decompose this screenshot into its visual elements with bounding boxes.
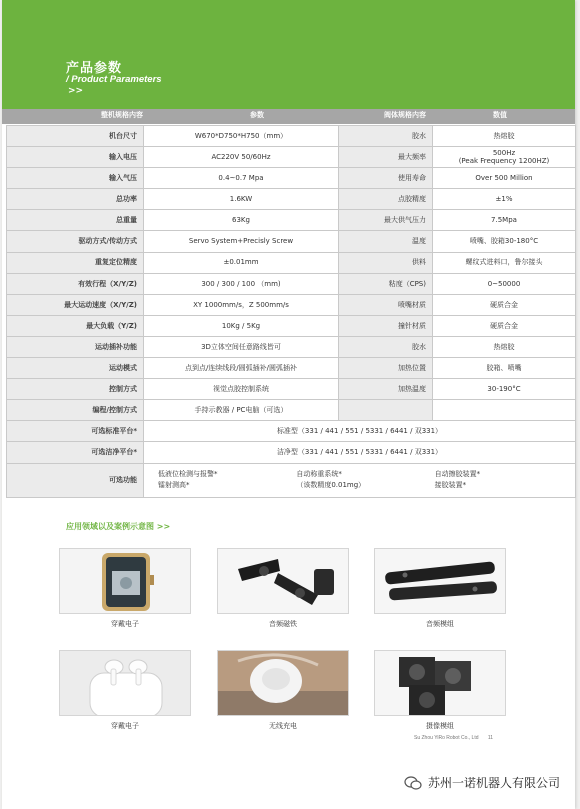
option-item: 自动称重系统* xyxy=(296,469,342,478)
spec-value: 手持示教器 / PC电脑（可选） xyxy=(144,400,339,421)
table-row xyxy=(7,147,576,168)
watermark-text: 苏州一诺机器人有限公司 xyxy=(427,776,560,790)
spec-label: 有效行程（X/Y/Z) xyxy=(7,273,144,294)
case-caption: 穿戴电子 xyxy=(111,620,139,628)
table-row xyxy=(7,463,576,497)
spec-label: 编程/控制方式 xyxy=(7,400,144,421)
valve-value: 喷嘴、胶箱30-180°C xyxy=(433,231,576,252)
platform-value: 标准型（331 / 441 / 551 / 5331 / 6441 / 双331） xyxy=(144,421,576,442)
camera-module-image xyxy=(374,650,506,716)
spec-value: ±0.01mm xyxy=(144,252,339,273)
options-cell xyxy=(144,463,576,497)
column-header: 阀体规格内容 xyxy=(384,111,426,119)
valve-value: 7.5Mpa xyxy=(433,210,576,231)
wechat-icon xyxy=(404,776,422,790)
spec-value: 10Kg / 5Kg xyxy=(144,315,339,336)
audio-module-image xyxy=(374,548,506,614)
page-number: 11 xyxy=(487,735,494,741)
table-header xyxy=(2,109,575,124)
options-label: 可选功能 xyxy=(7,463,144,497)
option-item: 接胶装置* xyxy=(434,481,467,489)
table-row xyxy=(7,400,576,421)
valve-label: 加热温度 xyxy=(339,379,433,400)
valve-label: 点胶精度 xyxy=(339,189,433,210)
spec-value: 63Kg xyxy=(144,210,339,231)
column-header: 参数 xyxy=(250,111,264,119)
valve-label: 胶水 xyxy=(339,336,433,357)
table-row xyxy=(7,126,576,147)
options-column xyxy=(435,469,573,491)
options-grid xyxy=(158,469,573,491)
case-caption: 无线充电 xyxy=(269,722,297,730)
table-row xyxy=(7,421,576,442)
options-column xyxy=(296,469,434,491)
valve-label: 温度 xyxy=(339,231,433,252)
audio-magnet-image xyxy=(217,548,349,614)
option-item: 自动擦胶装置* xyxy=(434,469,481,478)
valve-label: 粘度（CPS) xyxy=(339,273,433,294)
spec-label: 总功率 xyxy=(7,189,144,210)
valve-value: 硬质合金 xyxy=(433,315,576,336)
valve-label: 最大供气压力 xyxy=(339,210,433,231)
spec-label: 重复定位精度 xyxy=(7,252,144,273)
valve-value: ±1% xyxy=(433,189,576,210)
column-header: 整机规格内容 xyxy=(101,111,143,119)
watch-image xyxy=(59,548,191,614)
valve-value: 30-190°C xyxy=(433,379,576,400)
watermark xyxy=(404,774,560,791)
table-row xyxy=(7,168,576,189)
valve-label xyxy=(339,400,433,421)
table-row xyxy=(7,231,576,252)
page-title: 产品参数 xyxy=(66,61,123,76)
document-page xyxy=(2,0,575,809)
spec-label: 最大运动速度（X/Y/Z) xyxy=(7,294,144,315)
spec-label: 控制方式 xyxy=(7,379,144,400)
table-row xyxy=(7,379,576,400)
case-card xyxy=(217,548,349,629)
spec-value: AC220V 50/60Hz xyxy=(144,147,339,168)
spec-label: 机台尺寸 xyxy=(7,126,144,147)
header-arrows: >> xyxy=(68,86,84,96)
valve-value: Over 500 Million xyxy=(433,168,576,189)
case-card xyxy=(59,650,191,731)
valve-value: 硬质合金 xyxy=(433,294,576,315)
spec-value: W670*D750*H750（mm） xyxy=(144,126,339,147)
valve-value: 500Hz (Peak Frequency 1200HZ) xyxy=(433,147,576,168)
table-row xyxy=(7,336,576,357)
valve-label: 撞针材质 xyxy=(339,315,433,336)
case-caption: 摄像模组 xyxy=(426,722,454,730)
spec-value: 1.6KW xyxy=(144,189,339,210)
case-card xyxy=(217,650,349,731)
option-item: 镭射测高* xyxy=(158,481,190,489)
spec-label: 总重量 xyxy=(7,210,144,231)
options-column xyxy=(158,469,296,491)
valve-label: 最大频率 xyxy=(339,147,433,168)
spec-value: 300 / 300 / 100 （mm) xyxy=(144,273,339,294)
spec-value: 视觉点胶控制系统 xyxy=(144,379,339,400)
platform-label: 可选洁净平台* xyxy=(7,442,144,463)
spec-label: 输入电压 xyxy=(7,147,144,168)
company-name-en: Su Zhou YiRo Robot Co., Ltd xyxy=(414,735,479,741)
column-header: 数值 xyxy=(493,111,507,119)
table-row xyxy=(7,210,576,231)
valve-value: 0~50000 xyxy=(433,273,576,294)
valve-value: 胶箱、喷嘴 xyxy=(433,358,576,379)
valve-label: 供料 xyxy=(339,252,433,273)
case-caption: 音频模组 xyxy=(426,620,454,628)
valve-value xyxy=(433,400,576,421)
valve-label: 喷嘴材质 xyxy=(339,294,433,315)
valve-value: 螺纹式进料口，鲁尔接头 xyxy=(433,252,576,273)
footer xyxy=(414,735,493,741)
table-row xyxy=(7,442,576,463)
table-row xyxy=(7,358,576,379)
spec-value: 0.4~0.7 Mpa xyxy=(144,168,339,189)
spec-label: 运动插补功能 xyxy=(7,336,144,357)
platform-value: 洁净型（331 / 441 / 551 / 5331 / 6441 / 双331） xyxy=(144,442,576,463)
spec-value: 点到点/连续线段/圆弧插补/圆弧插补 xyxy=(144,358,339,379)
valve-value: 热熔胶 xyxy=(433,126,576,147)
valve-label: 使用寿命 xyxy=(339,168,433,189)
page-subtitle: / Product Parameters xyxy=(66,74,162,85)
case-caption: 穿戴电子 xyxy=(111,722,139,730)
section-title: 应用领域以及案例示意图 >> xyxy=(66,522,171,531)
case-caption: 音频磁铁 xyxy=(269,620,297,628)
table-row xyxy=(7,273,576,294)
table-row xyxy=(7,294,576,315)
valve-value: 热熔胶 xyxy=(433,336,576,357)
wireless-charger-image xyxy=(217,650,349,716)
option-item: （该数精度0.01mg） xyxy=(296,481,366,489)
table-row xyxy=(7,315,576,336)
spec-value: 3D立体空间任意路线皆可 xyxy=(144,336,339,357)
spec-value: XY 1000mm/s，Z 500mm/s xyxy=(144,294,339,315)
spec-value: Servo System+Precisly Screw xyxy=(144,231,339,252)
case-card xyxy=(374,548,506,629)
case-card xyxy=(59,548,191,629)
spec-table xyxy=(6,125,576,498)
earbuds-image xyxy=(59,650,191,716)
table-row xyxy=(7,252,576,273)
option-item: 低液位检测与报警* xyxy=(158,469,218,478)
valve-label: 加热位置 xyxy=(339,358,433,379)
header-banner xyxy=(2,0,575,118)
spec-label: 驱动方式/传动方式 xyxy=(7,231,144,252)
spec-label: 最大负载（Y/Z) xyxy=(7,315,144,336)
case-card xyxy=(374,650,506,731)
spec-label: 运动模式 xyxy=(7,358,144,379)
valve-label: 胶水 xyxy=(339,126,433,147)
table-row xyxy=(7,189,576,210)
spec-label: 输入气压 xyxy=(7,168,144,189)
platform-label: 可选标准平台* xyxy=(7,421,144,442)
